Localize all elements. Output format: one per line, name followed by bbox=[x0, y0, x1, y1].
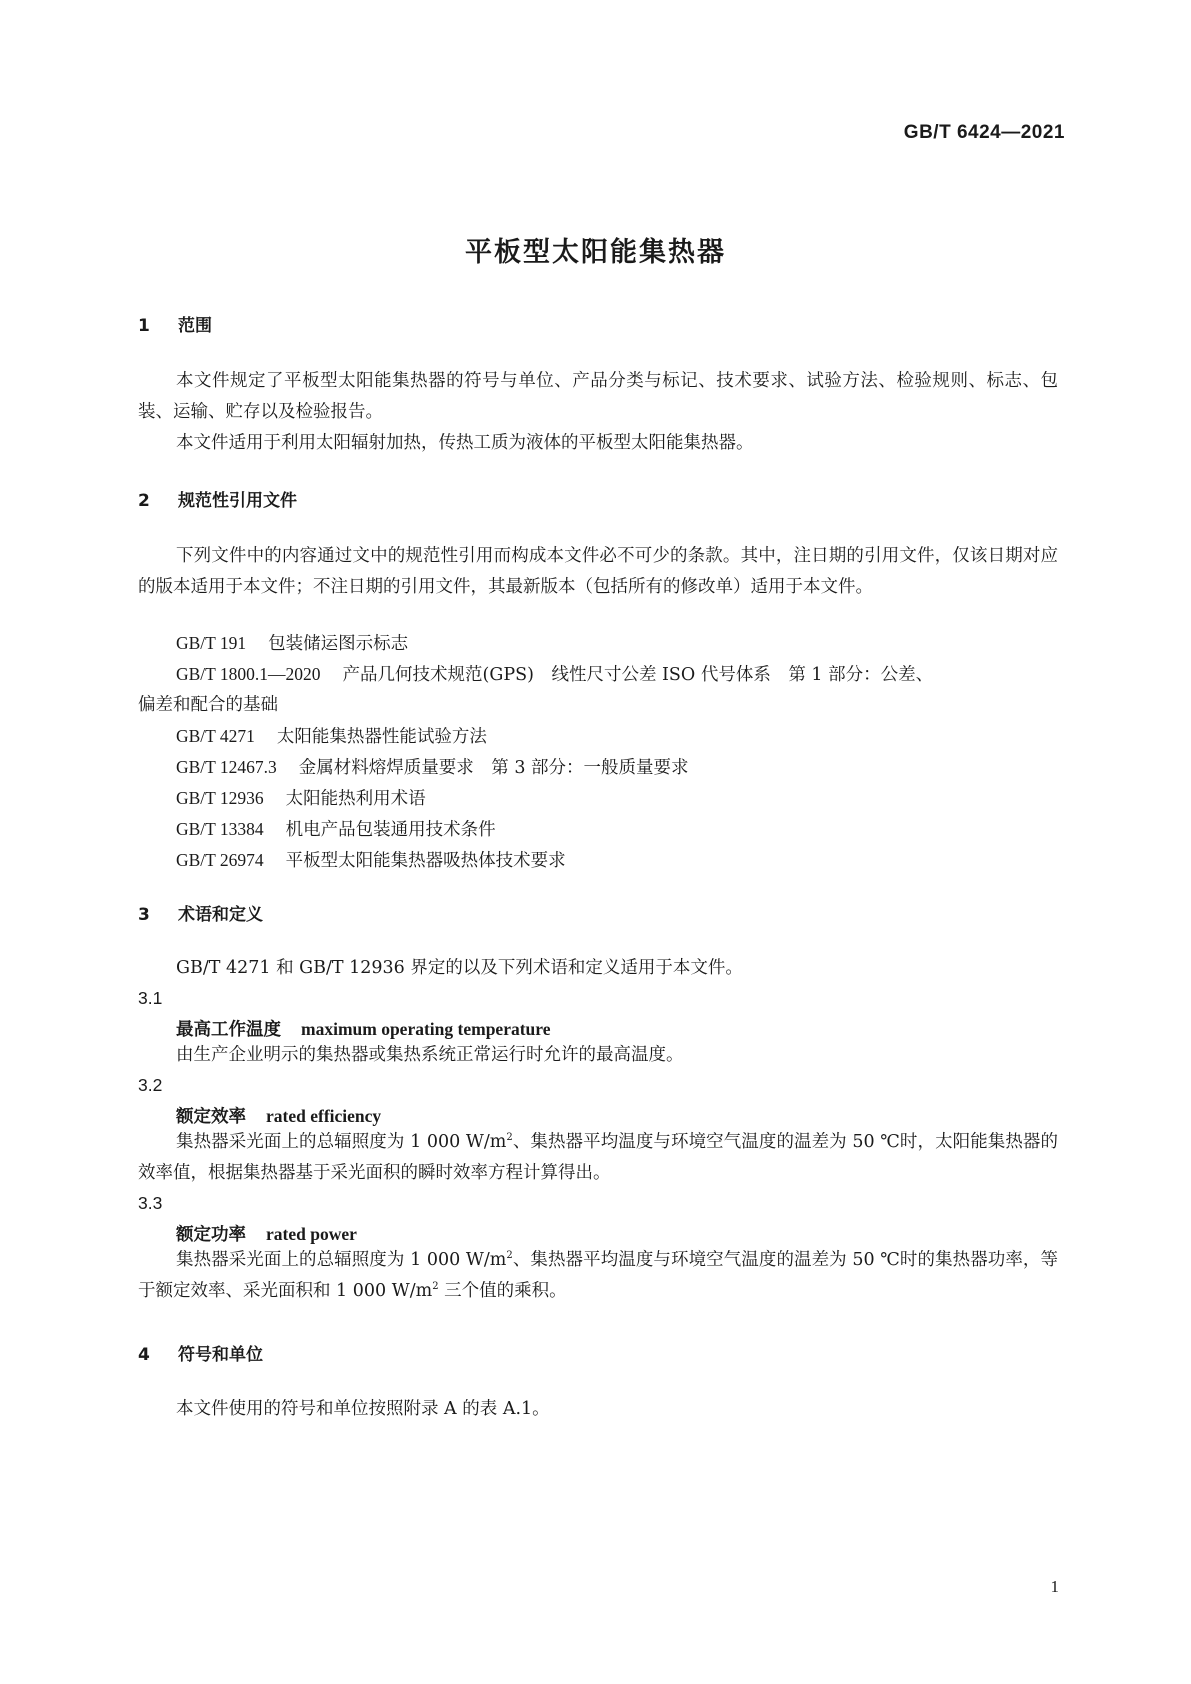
reference-code: GB/T 12936 bbox=[176, 788, 264, 808]
reference-code: GB/T 191 bbox=[176, 633, 247, 653]
section-number: 2 bbox=[138, 491, 150, 511]
term-chinese: 最高工作温度 bbox=[176, 1020, 281, 1040]
term-entry bbox=[176, 1016, 551, 1041]
term-entry bbox=[176, 1221, 357, 1246]
reference-title: 包装储运图示标志 bbox=[268, 634, 409, 654]
section-4-heading bbox=[138, 1340, 263, 1365]
reference-code: GB/T 13384 bbox=[176, 819, 264, 839]
clause-number: 3.3 bbox=[138, 1193, 163, 1213]
section-3-paragraph-1: GB/T 4271 和 GB/T 12936 界定的以及下列术语和定义适用于本文件。 bbox=[176, 958, 743, 978]
clause-number: 3.2 bbox=[138, 1075, 163, 1095]
section-number: 1 bbox=[138, 316, 150, 336]
term-english: rated efficiency bbox=[266, 1106, 382, 1126]
reference-title: 太阳能热利用术语 bbox=[285, 789, 426, 809]
section-title: 范围 bbox=[178, 316, 212, 336]
section-title: 符号和单位 bbox=[178, 1345, 263, 1365]
term-entry bbox=[176, 1103, 381, 1128]
term-definition: 由生产企业明示的集热器或集热系统正常运行时允许的最高温度。 bbox=[176, 1045, 684, 1065]
term-chinese: 额定效率 bbox=[176, 1107, 246, 1127]
section-1-heading bbox=[138, 311, 212, 336]
page-number: 1 bbox=[1050, 1577, 1059, 1596]
section-1-paragraph-1: 本文件规定了平板型太阳能集热器的符号与单位、产品分类与标记、技术要求、试验方法、检验规则、标志、包装、运输、贮存以及检验报告。 bbox=[138, 371, 1058, 422]
reference-code: GB/T 12467.3 bbox=[176, 757, 277, 777]
term-definition: 集热器采光面上的总辐照度为 1 000 $W/m^2$、集热器平均温度与环境空气温度的温差为 50 ℃时，太阳能集热器的效率值，根据集热器基于采光面积的瞬时效率方程计算得出。 bbox=[138, 1132, 1059, 1183]
section-3-heading bbox=[138, 900, 263, 925]
reference-item bbox=[176, 783, 426, 815]
reference-code: GB/T 1800.1—2020 bbox=[176, 664, 321, 684]
section-2-heading bbox=[138, 486, 297, 511]
document-title: 平板型太阳能集热器 bbox=[465, 237, 726, 268]
term-english: rated power bbox=[266, 1224, 357, 1244]
reference-item bbox=[176, 814, 496, 846]
reference-continuation: 偏差和配合的基础 bbox=[138, 695, 278, 715]
section-number: 4 bbox=[138, 1345, 150, 1365]
term-chinese: 额定功率 bbox=[176, 1225, 246, 1245]
reference-title: 机电产品包装通用技术条件 bbox=[285, 820, 496, 840]
term-definition: 集热器采光面上的总辐照度为 1 000 $W/m^2$、集热器平均温度与环境空气温度的温差为 50 ℃时的集热器功率，等于额定效率、采光面积和 1 000 $W/m^2$ 三个值的乘积。 bbox=[138, 1250, 1059, 1301]
reference-item bbox=[176, 628, 408, 660]
clause-number: 3.1 bbox=[138, 988, 163, 1008]
section-4-paragraph-1: 本文件使用的符号和单位按照附录 A 的表 A.1。 bbox=[176, 1399, 550, 1419]
reference-code: GB/T 4271 bbox=[176, 726, 255, 746]
reference-item bbox=[176, 845, 566, 877]
reference-title: 平板型太阳能集热器吸热体技术要求 bbox=[285, 851, 566, 871]
section-title: 规范性引用文件 bbox=[178, 491, 297, 511]
section-title: 术语和定义 bbox=[178, 905, 263, 925]
reference-code: GB/T 26974 bbox=[176, 850, 264, 870]
reference-item bbox=[176, 659, 933, 691]
section-2-paragraph-1: 下列文件中的内容通过文中的规范性引用而构成本文件必不可少的条款。其中，注日期的引用文件，仅该日期对应的版本适用于本文件；不注日期的引用文件，其最新版本（包括所有的修改单）适用于本文件。 bbox=[138, 546, 1058, 597]
reference-title: 金属材料熔焊质量要求 第 3 部分：一般质量要求 bbox=[298, 758, 689, 778]
reference-item bbox=[176, 752, 689, 784]
term-english: maximum operating temperature bbox=[301, 1019, 551, 1039]
section-1-paragraph-2: 本文件适用于利用太阳辐射加热，传热工质为液体的平板型太阳能集热器。 bbox=[176, 433, 754, 453]
section-number: 3 bbox=[138, 905, 150, 925]
reference-title: 太阳能集热器性能试验方法 bbox=[276, 727, 487, 747]
reference-title: 产品几何技术规范(GPS) 线性尺寸公差 ISO 代号体系 第 1 部分：公差、 bbox=[342, 665, 934, 685]
reference-item bbox=[176, 721, 487, 753]
standard-number: GB/T 6424—2021 bbox=[903, 122, 1065, 143]
